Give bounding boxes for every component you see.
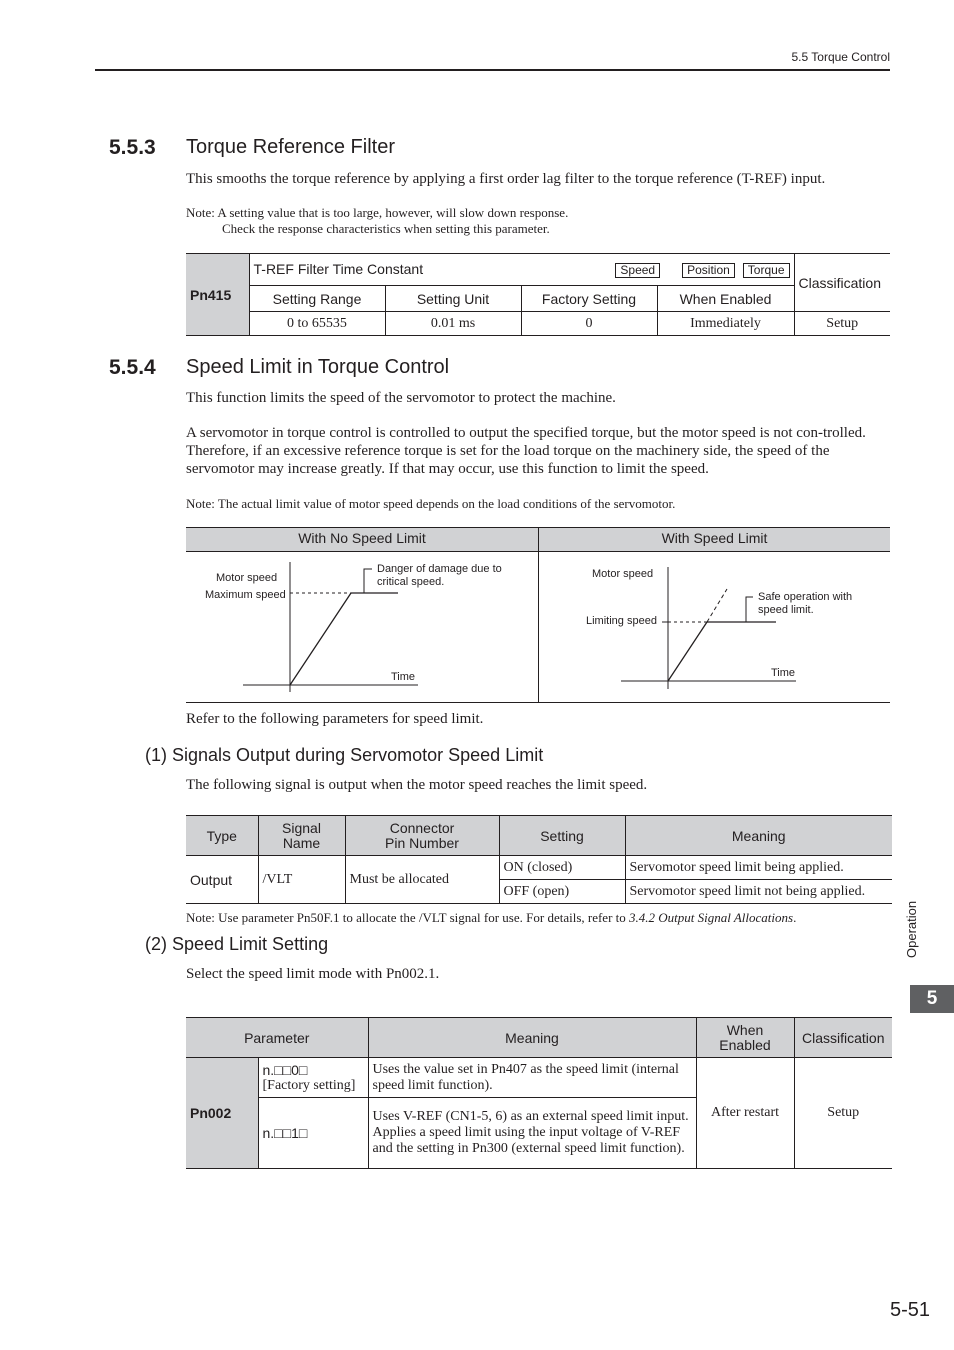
header-meaning-2: Meaning [368, 1018, 696, 1058]
cell-setting-off: OFF (open) [499, 880, 625, 904]
header-type: Type [186, 816, 258, 856]
graph-with-limit [621, 567, 796, 689]
classification-label: Classification [794, 254, 890, 312]
paragraph-554-1: This function limits the speed of the servomotor to protect the machine. [186, 390, 616, 406]
cell-connector: Must be allocated [345, 856, 499, 904]
header-when-enabled-2 [696, 1018, 794, 1058]
paragraph-554-2: A servomotor in torque control is controlled to output the specified torque, but the motor speed is not con-trolled. Therefore, if an excessive reference torque is set for the load torque on the machinery side, the speed of the servomotor may increase greatly. If that may occur, use this function to limit the speed. [186, 425, 866, 477]
subsection-1-paragraph: The following signal is output when the motor speed reaches the limit speed. [186, 777, 648, 793]
header-setting-range: Setting Range [249, 286, 385, 312]
right-safe-label-1: Safe operation with [758, 591, 853, 603]
param-name: T-REF Filter Time Constant [253, 261, 424, 277]
left-danger-label-1: Danger of damage due to [377, 563, 502, 575]
right-limit-speed-label: Limiting speed [586, 615, 657, 627]
cell-type: Output [186, 856, 258, 904]
code-0: n.□□0□ [262, 1061, 308, 1078]
value-factory-setting: 0 [521, 312, 657, 336]
value-classification: Setup [826, 315, 859, 331]
cell-meaning-on: Servomotor speed limit being applied. [625, 856, 892, 880]
note-vlt-suffix: . [793, 910, 797, 925]
figure-header-no-limit: With No Speed Limit [186, 528, 539, 552]
running-header: 5.5 Torque Control [791, 50, 890, 64]
pn002-table [186, 1017, 892, 1169]
left-danger-label-2: critical speed. [377, 576, 445, 588]
cell-code-1: n.□□1□ [258, 1098, 368, 1169]
cell-setting-on: ON (closed) [499, 856, 625, 880]
subsection-2-paragraph: Select the speed limit mode with Pn002.1. [186, 966, 440, 982]
header-meaning: Meaning [625, 816, 892, 856]
paragraph-553: This smooths the torque reference by applying a first order lag filter to the torque reference (T-REF) input. [186, 171, 826, 187]
header-classification-2: Classification [794, 1018, 892, 1058]
header-signal-name: Signal Name [258, 816, 345, 856]
left-max-speed-label: Maximum speed [205, 589, 286, 601]
code-0-sub: [Factory setting] [262, 1077, 356, 1093]
right-safe-leader [746, 597, 753, 622]
figure-graphs [186, 552, 890, 702]
header-connector-pin [345, 816, 499, 856]
header-parameter: Parameter [186, 1018, 368, 1058]
side-label-operation: Operation [904, 900, 919, 958]
cell-meaning-0: Uses the value set in Pn407 as the speed limit (internal speed limit function). [368, 1058, 696, 1098]
cell-when-enabled: After restart [696, 1058, 794, 1169]
value-setting-range: 0 to 65535 [249, 312, 385, 336]
header-factory-setting: Factory Setting [521, 286, 657, 312]
header-connector-pin-text: Connector Pin Number [385, 819, 459, 851]
value-setting-unit: 0.01 ms [385, 312, 521, 336]
cell-meaning-off: Servomotor speed limit not being applied. [629, 883, 866, 899]
figure-header-with-limit: With Speed Limit [539, 528, 890, 552]
header-setting: Setting [499, 816, 625, 856]
right-motor-speed-label: Motor speed [592, 568, 654, 580]
subsection-title-2: (2) Speed Limit Setting [145, 934, 329, 954]
note-553-line2: Check the response characteristics when setting this parameter. [222, 221, 550, 236]
speed-limit-figure [186, 527, 890, 703]
right-speed-ramp [668, 622, 707, 681]
tag-speed: Speed [615, 263, 660, 278]
section-title-554: Speed Limit in Torque Control [186, 356, 450, 378]
header-when-enabled-2-text: When Enabled [719, 1021, 771, 1053]
left-danger-leader [364, 569, 372, 593]
cell-code-0 [258, 1058, 368, 1098]
pn415-table [186, 253, 890, 336]
value-when-enabled: Immediately [657, 312, 794, 336]
subsection-title-1: (1) Signals Output during Servomotor Speed Limit [145, 745, 544, 765]
right-unlimited-dash [707, 589, 727, 622]
cell-classification: Setup [827, 1105, 860, 1120]
header-rule [95, 69, 890, 71]
header-when-enabled: When Enabled [657, 286, 794, 312]
right-time-label: Time [771, 667, 796, 679]
param-id-cell: Pn415 [186, 254, 249, 336]
note-vlt [186, 910, 796, 926]
cell-param-pn002: Pn002 [186, 1058, 258, 1169]
left-time-label: Time [391, 671, 416, 683]
cell-signal: /VLT [258, 856, 345, 904]
section-number-554: 5.5.4 [109, 356, 156, 379]
left-motor-speed-label: Motor speed [216, 572, 278, 584]
cell-meaning-1: Uses V-REF (CN1-5, 6) as an external speed limit input. Applies a speed limit using the input voltage of V-REF and the setting in Pn300 (external speed limit function). [368, 1098, 696, 1169]
note-553-line1: Note: A setting value that is too large, however, will slow down response. [186, 205, 569, 220]
tag-position: Position [682, 263, 735, 278]
vlt-signal-table [186, 815, 892, 904]
page-number: 5-51 [889, 1299, 930, 1321]
note-vlt-reference: 3.4.2 Output Signal Allocations [629, 910, 794, 925]
refer-text: Refer to the following parameters for speed limit. [186, 711, 484, 727]
section-number-553: 5.5.3 [109, 136, 156, 159]
section-title-553: Torque Reference Filter [186, 136, 395, 158]
left-speed-ramp [290, 593, 351, 685]
header-setting-unit: Setting Unit [385, 286, 521, 312]
tag-torque: Torque [743, 263, 790, 278]
note-vlt-prefix: Note: Use parameter Pn50F.1 to allocate the /VLT signal for use. For details, refer to [186, 910, 630, 925]
right-safe-label-2: speed limit. [758, 604, 814, 616]
note-554: Note: The actual limit value of motor speed depends on the load conditions of the servomotor. [186, 496, 676, 511]
chapter-tab: 5 [910, 985, 954, 1013]
param-name-cell [249, 254, 794, 286]
